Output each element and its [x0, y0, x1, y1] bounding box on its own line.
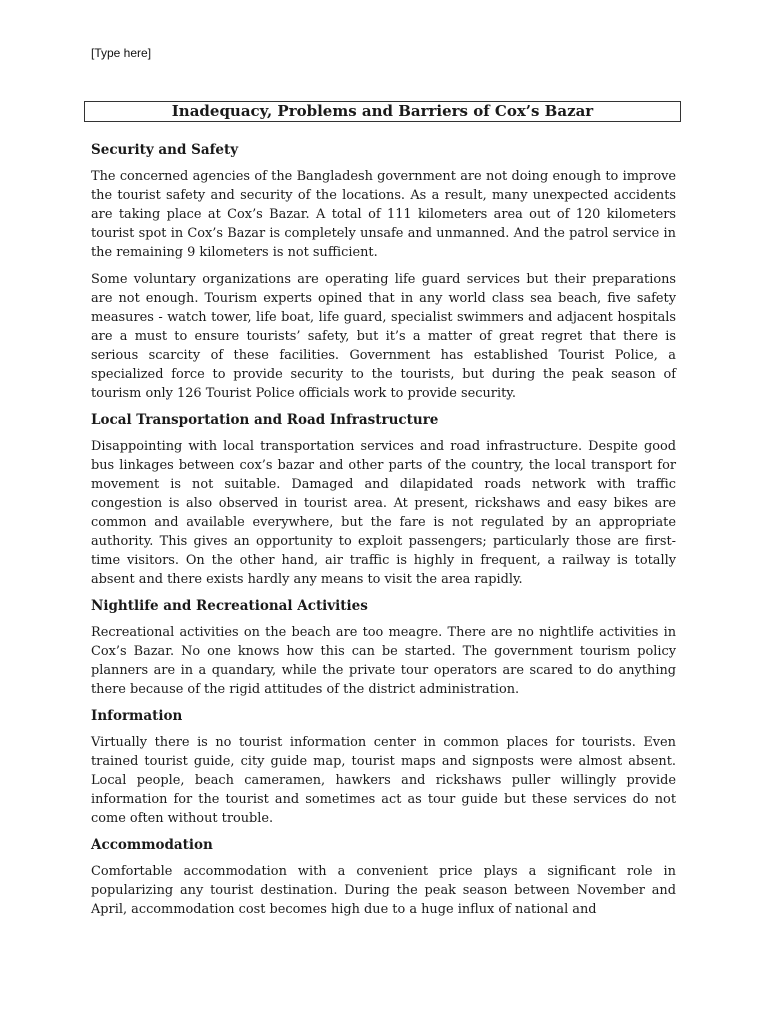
section-information: [91, 707, 676, 828]
section-heading: Local Transportation and Road Infrastructure: [91, 412, 439, 428]
paragraph: The concerned agencies of the Bangladesh government are not doing enough to improve the tourist safety and security of the locations. As a result, many unexpected accidents are taking place at Cox’s Bazar. A total of 111 kilometers area out of 120 kilometers tourist spot in Cox’s Bazar is completely unsafe and unmanned. And the patrol service in the remaining 9 kilometers is not sufficient.: [91, 169, 676, 260]
section-heading: Nightlife and Recreational Activities: [91, 598, 368, 614]
paragraph: Comfortable accommodation with a convenient price plays a significant role in popularizing any tourist destination. During the peak season between November and April, accommodation cost becomes high due to a huge influx of national and: [91, 864, 676, 917]
page-header: [Type here]: [91, 46, 152, 60]
section-security-safety: [91, 141, 676, 403]
paragraph: Disappointing with local transportation services and road infrastructure. Despite good bus linkages between cox’s bazar and other parts of the country, the local transport for movement is not suitable. Damaged and dilapidated roads network with traffic congestion is also observed in tourist area. At present, rickshaws and easy bikes are common and available everywhere, but the fare is not regulated by an appropriate authority. This gives an opportunity to exploit passengers; particularly those are first-time visitors. On the other hand, air traffic is highly in frequent, a railway is totally absent and there exists hardly any means to visit the area rapidly.: [91, 439, 676, 587]
page-title: Inadequacy, Problems and Barriers of Cox’s Bazar: [84, 101, 681, 122]
section-nightlife: [91, 597, 676, 699]
section-accommodation: [91, 836, 676, 919]
paragraph: Recreational activities on the beach are too meagre. There are no nightlife activities in Cox’s Bazar. No one knows how this can be started. The government tourism policy planners are in a quandary, while the private tour operators are scared to do anything there because of the rigid attitudes of the district administration.: [91, 625, 676, 697]
section-heading: Security and Safety: [91, 142, 239, 158]
section-heading: Information: [91, 708, 183, 724]
paragraph: Some voluntary organizations are operating life guard services but their preparations are not enough. Tourism experts opined that in any world class sea beach, five safety measures - watch tower, life boat, life guard, specialist swimmers and adjacent hospitals are a must to ensure tourists’ safety, but it’s a matter of great regret that there is serious scarcity of these facilities. Government has established Tourist Police, a specialized force to provide security to the tourists, but during the peak season of tourism only 126 Tourist Police officials work to provide security.: [91, 272, 676, 401]
document-body: [91, 141, 676, 927]
section-local-transportation: [91, 411, 676, 589]
paragraph: Virtually there is no tourist information center in common places for tourists. Even trained tourist guide, city guide map, tourist maps and signposts were almost absent. Local people, beach cameramen, hawkers and rickshaws puller willingly provide information for the tourist and sometimes act as tour guide but these services do not come often without trouble.: [91, 735, 676, 826]
section-heading: Accommodation: [91, 837, 213, 853]
